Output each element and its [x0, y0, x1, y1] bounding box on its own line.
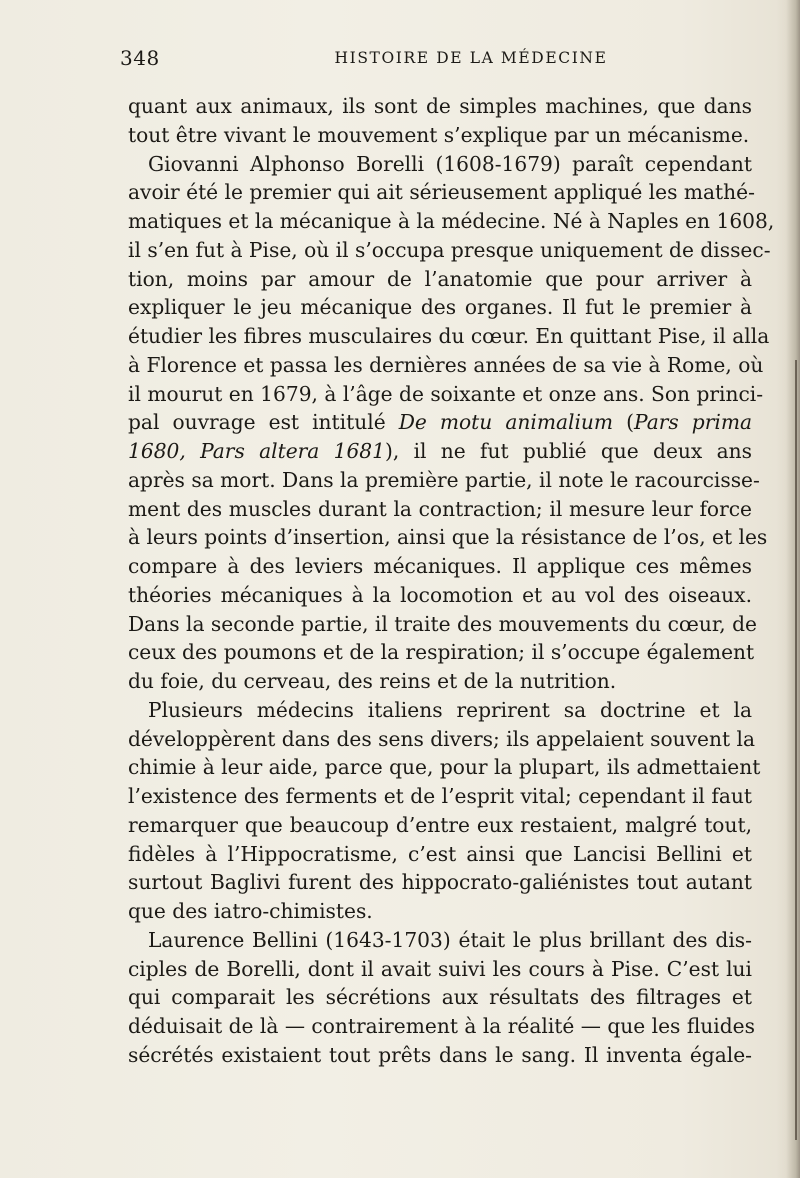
- text-line: du foie, du cerveau, des reins et de la nutrition.: [128, 669, 617, 693]
- text-line: il s’en fut à Pise, où il s’occupa presque uniquement de dissec-: [128, 237, 771, 262]
- text-line: étudier les fibres musculaires du cœur. En quittant Pise, il alla: [128, 324, 770, 348]
- text-line: ment des muscles durant la contraction; il mesure leur force: [128, 496, 752, 521]
- italic-text-segment: Pars prima: [634, 410, 752, 435]
- text-line: ceux des poumons et de la respiration; il s’occupe également: [128, 640, 755, 665]
- page-header: [120, 46, 752, 76]
- text-line: développèrent dans des sens divers; ils appelaient souvent la: [128, 726, 756, 751]
- text-line: expliquer le jeu mécanique des organes. Il fut le premier à: [128, 295, 752, 320]
- text-line: après sa mort. Dans la première partie, il note le racourcisse-: [128, 467, 760, 492]
- text-line: qui comparait les sécrétions aux résultats des filtrages et: [128, 985, 752, 1010]
- running-title: HISTOIRE DE LA MÉDECINE: [334, 49, 608, 67]
- text-line: quant aux animaux, ils sont de simples machines, que dans: [128, 94, 752, 118]
- text-line: compare à des leviers mécaniques. Il applique ces mêmes: [128, 554, 752, 578]
- text-line: Dans la seconde partie, il traite des mouvements du cœur, de: [128, 611, 758, 636]
- text-segment: pal ouvrage est intitulé: [128, 410, 399, 435]
- text-line: surtout Baglivi furent des hippocrato-galiénistes tout autant: [128, 870, 752, 895]
- text-line: remarquer que beaucoup d’entre eux restaient, malgré tout,: [128, 812, 752, 837]
- text-line: [128, 408, 752, 437]
- text-line: déduisait de là — contrairement à la réalité — que les fluides: [128, 1014, 755, 1038]
- page-edge-line: [795, 360, 797, 1140]
- text-line: à Florence et passa les dernières années de sa vie à Rome, où: [128, 352, 764, 377]
- text-line: sécrétés existaient tout prêts dans le sang. Il inventa égale-: [128, 1042, 752, 1067]
- text-line: Plusieurs médecins italiens reprirent sa doctrine et la: [148, 697, 752, 722]
- text-segment: ), il ne fut publié que deux ans: [385, 439, 752, 463]
- text-line: ciples de Borelli, dont il avait suivi les cours à Pise. C’est lui: [128, 956, 752, 981]
- text-segment: (: [613, 410, 635, 435]
- text-line: Laurence Bellini (1643-1703) était le plus brillant des dis-: [148, 927, 752, 952]
- text-line: que des iatro-chimistes.: [128, 899, 373, 923]
- text-line: tion, moins par amour de l’anatomie que pour arriver à: [128, 266, 752, 291]
- text-line: il mourut en 1679, à l’âge de soixante et onze ans. Son princi-: [128, 381, 764, 406]
- text-line: l’existence des ferments et de l’esprit vital; cependant il faut: [128, 784, 752, 808]
- text-line: matiques et la mécanique à la médecine. Né à Naples en 1608,: [128, 209, 775, 233]
- italic-text-segment: 1680, Pars altera 1681: [128, 439, 385, 463]
- text-line: Giovanni Alphonso Borelli (1608-1679) paraît cependant: [148, 151, 752, 176]
- page-edge-shadow: [786, 0, 800, 1178]
- text-line: chimie à leur aide, parce que, pour la plupart, ils admettaient: [128, 755, 761, 780]
- text-line: fidèles à l’Hippocratisme, c’est ainsi que Lancisi Bellini et: [128, 841, 752, 866]
- page-number: 348: [120, 46, 160, 70]
- text-line: avoir été le premier qui ait sérieusement appliqué les mathé-: [128, 180, 755, 205]
- text-line: théories mécaniques à la locomotion et au vol des oiseaux.: [128, 582, 752, 607]
- text-line: [128, 437, 752, 466]
- italic-text-segment: De motu animalium: [398, 410, 614, 435]
- body-text: [128, 92, 775, 1070]
- text-line: tout être vivant le mouvement s’explique par un mécanisme.: [128, 122, 750, 147]
- text-line: à leurs points d’insertion, ainsi que la résistance de l’os, et les: [128, 525, 768, 550]
